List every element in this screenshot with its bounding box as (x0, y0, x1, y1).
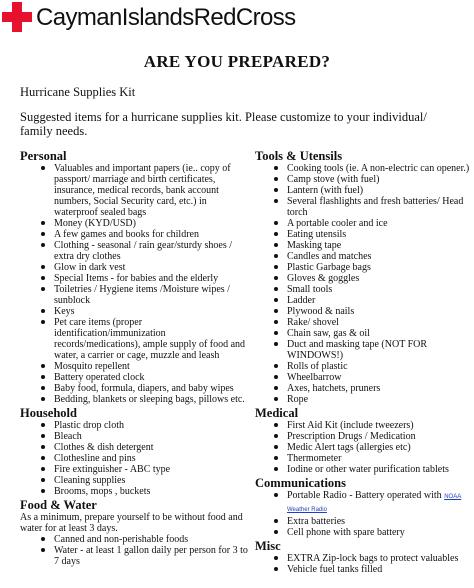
page-title: ARE YOU PREPARED? (143, 52, 331, 71)
list-item: Lantern (with fuel) (255, 185, 470, 196)
personal-list (20, 163, 252, 405)
communications-list (255, 490, 470, 538)
medical-list (255, 420, 470, 475)
list-item: Special Items - for babies and the elderly (20, 273, 252, 284)
food-water-list (20, 534, 252, 567)
list-item: Glow in dark vest (20, 262, 252, 273)
list-item: Canned and non-perishable foods (20, 534, 252, 545)
list-item: Iodine or other water purification tablets (255, 464, 470, 475)
list-item: Baby food, formula, diapers, and baby wipes (20, 383, 252, 394)
list-item: Mosquito repellent (20, 361, 252, 372)
header (0, 0, 474, 36)
list-item: Pet care items (proper identification/immunization records/medications), ample supply of food and water, a carrier or cage, muzzle and leash (20, 317, 252, 361)
tools-list (255, 163, 470, 405)
list-item: Small tools (255, 284, 470, 295)
list-item: Chain saw, gas & oil (255, 328, 470, 339)
misc-list (255, 553, 470, 575)
list-item: Axes, hatchets, pruners (255, 383, 470, 394)
list-item: Ladder (255, 295, 470, 306)
list-item: Thermometer (255, 453, 470, 464)
radio-text: Portable Radio - Battery operated with (287, 490, 442, 501)
list-item: Camp stove (with fuel) (255, 174, 470, 185)
list-item: Battery operated clock (20, 372, 252, 383)
section-title-tools: Tools & Utensils (255, 149, 343, 163)
list-item: Valuables and important papers (ie.. copy of passport/ marriage and birth certificates, insurance, medical records, bank account numbers, Social Security card, etc.) in waterproof sealed bags (20, 163, 252, 218)
noaa-weather-radio-link[interactable]: NOAA Weather Radio (287, 494, 462, 513)
list-item: Fire extinguisher - ABC type (20, 464, 252, 475)
list-item: Rope (255, 394, 470, 405)
intro-text: Suggested items for a hurricane supplies kit. Please customize to your individual/ family needs. (20, 110, 427, 138)
list-item: Cooking tools (ie. A non-electric can opener.) (255, 163, 470, 174)
list-item: Plastic Garbage bags (255, 262, 470, 273)
list-item-radio (255, 490, 470, 516)
list-item: Clothing - seasonal / rain gear/sturdy shoes / extra dry clothes (20, 240, 252, 262)
section-title-misc: Misc (255, 539, 281, 553)
list-item: Vehicle fuel tanks filled (255, 564, 470, 575)
list-item: Cleaning supplies (20, 475, 252, 486)
list-item: Plastic drop cloth (20, 420, 252, 431)
org-name: CaymanIslandsRedCross (36, 4, 296, 31)
section-title-food-water: Food & Water (20, 498, 97, 512)
food-water-note: As a minimum, prepare yourself to be without food and water for at least 3 days. (20, 512, 243, 534)
list-item: First Aid Kit (include tweezers) (255, 420, 470, 431)
list-item: Several flashlights and fresh batteries/ Head torch (255, 196, 470, 218)
list-item: Eating utensils (255, 229, 470, 240)
list-item: A portable cooler and ice (255, 218, 470, 229)
list-item: Masking tape (255, 240, 470, 251)
red-cross-icon (2, 2, 32, 32)
list-item: Bleach (20, 431, 252, 442)
list-item: Plywood & nails (255, 306, 470, 317)
section-title-medical: Medical (255, 406, 299, 420)
section-title-household: Household (20, 406, 77, 420)
list-item: Extra batteries (255, 516, 470, 527)
household-list (20, 420, 252, 497)
list-item: Toiletries / Hygiene items /Moisture wipes / sunblock (20, 284, 252, 306)
list-item: Bedding, blankets or sleeping bags, pillows etc. (20, 394, 252, 405)
list-item: Gloves & goggles (255, 273, 470, 284)
list-item: Clothesline and pins (20, 453, 252, 464)
left-column (20, 148, 252, 567)
section-title-communications: Communications (255, 476, 346, 490)
list-item: Medic Alert tags (allergies etc) (255, 442, 470, 453)
section-title-personal: Personal (20, 149, 67, 163)
list-item: EXTRA Zip-lock bags to protect valuables (255, 553, 470, 564)
list-item: A few games and books for children (20, 229, 252, 240)
list-item: Prescription Drugs / Medication (255, 431, 470, 442)
list-item: Water - at least 1 gallon daily per person for 3 to 7 days (20, 545, 252, 567)
list-item: Keys (20, 306, 252, 317)
list-item: Wheelbarrow (255, 372, 470, 383)
list-item: Brooms, mops , buckets (20, 486, 252, 497)
list-item: Money (KYD/USD) (20, 218, 252, 229)
list-item: Rolls of plastic (255, 361, 470, 372)
list-item: Clothes & dish detergent (20, 442, 252, 453)
list-item: Rake/ shovel (255, 317, 470, 328)
list-item: Duct and masking tape (NOT FOR WINDOWS!) (255, 339, 470, 361)
kit-title: Hurricane Supplies Kit (20, 85, 136, 99)
list-item: Candles and matches (255, 251, 470, 262)
right-column (255, 148, 470, 575)
list-item: Cell phone with spare battery (255, 527, 470, 538)
